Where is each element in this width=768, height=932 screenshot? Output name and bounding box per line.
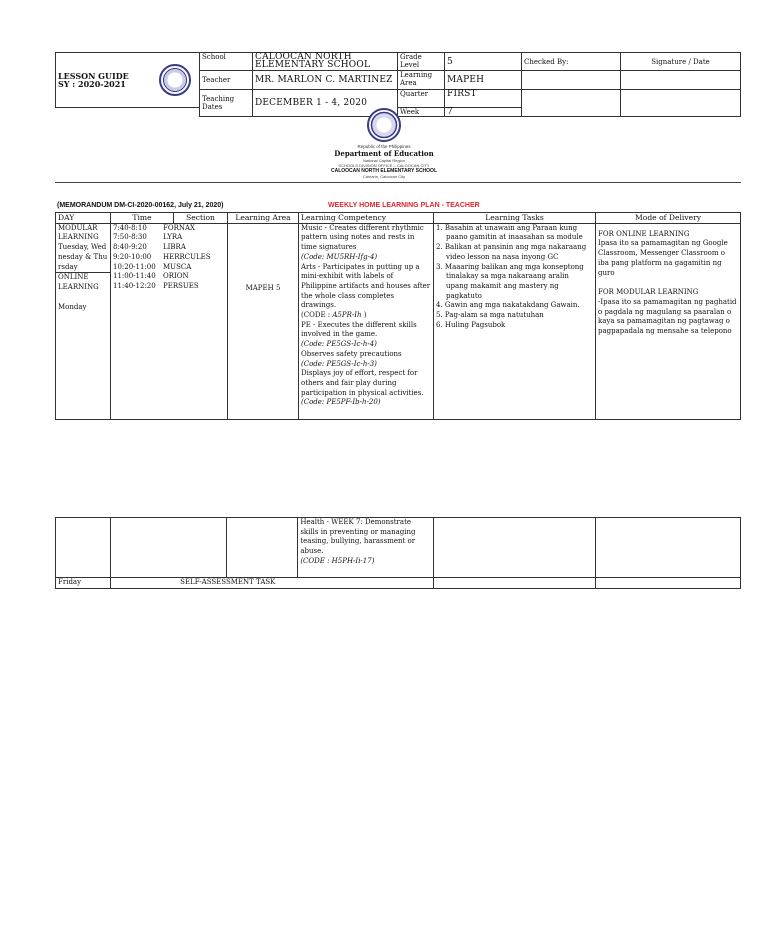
schedule-time: 11:40-12:20 bbox=[113, 281, 156, 290]
tasks-cell-blank bbox=[433, 518, 595, 578]
day-cell-blank bbox=[56, 518, 111, 578]
pe-safety: Observes safety precautions bbox=[301, 349, 402, 358]
schedule-time: 10:20-11:00 bbox=[113, 262, 156, 271]
table-header-row bbox=[56, 213, 741, 224]
music-code: (Code: MU5RH-Ifg-4) bbox=[301, 252, 378, 261]
signature-blank-2 bbox=[621, 90, 741, 117]
task-item: 1. Basahin at unawain ang Paraan kung paano gamitin at inaasahan sa module bbox=[436, 223, 583, 242]
online-delivery-text: Ipasa ito sa pamamagitan ng Google Classroom, Messenger Classroom o iba pang platform na gagamitin ng guro bbox=[598, 239, 728, 277]
header-day: DAY bbox=[56, 213, 111, 224]
schedule-time: 7:40-8:10 bbox=[113, 223, 147, 232]
friday-label: Friday bbox=[56, 578, 111, 589]
header-section: Section bbox=[174, 213, 228, 224]
schedule-section: LIBRA bbox=[163, 243, 186, 252]
schedule-row bbox=[113, 224, 225, 234]
spacer bbox=[58, 293, 108, 303]
checked-by-blank bbox=[522, 71, 621, 90]
table-row bbox=[56, 578, 741, 589]
arts-code-suffix: ) bbox=[361, 311, 367, 320]
friday-blank bbox=[433, 578, 595, 589]
teacher-label: Teacher bbox=[200, 71, 253, 90]
task-item: 4. Gawin ang mga nakatakdang Gawain. bbox=[436, 301, 580, 310]
header-area: Learning Area bbox=[228, 213, 299, 224]
memorandum-ref: (MEMORANDUM DM-CI-2020-00162, July 21, 2020) bbox=[57, 202, 224, 209]
modular-delivery-text: -Ipasa ito sa pamamagitan ng paghatid o pagdala ng magulang sa paaralan o kaya sa pamamagitan ng pagtawag o pagpapadala ng mensahe sa telepono bbox=[598, 297, 737, 336]
spacer bbox=[598, 278, 738, 288]
online-days: Monday bbox=[58, 302, 87, 311]
health-competency: Health - WEEK 7: Demonstrate skills in preventing or managing teasing, bullying, harassment or abuse. bbox=[300, 518, 416, 556]
schedule-row bbox=[113, 233, 225, 243]
arts-code-prefix: (CODE : bbox=[301, 311, 333, 320]
task-item: 6. Huling Pagsubok bbox=[436, 320, 506, 329]
delivery-cell bbox=[596, 223, 741, 419]
schedule-cell bbox=[111, 223, 228, 419]
republic-line: Republic of the Philippines bbox=[357, 144, 411, 149]
deped-seal-cell bbox=[150, 53, 200, 108]
dates-value: DECEMBER 1 - 4, 2020 bbox=[253, 90, 398, 117]
schedule-section: FORNAX bbox=[163, 223, 196, 232]
music-competency: Music - Creates different rhythmic pattern using notes and rests in time signatures bbox=[301, 223, 424, 252]
region-line: National Capital Region bbox=[362, 158, 406, 163]
schedule-time: 9:20-10:00 bbox=[113, 252, 152, 261]
grade-label: Grade Level bbox=[398, 53, 445, 71]
signature-blank bbox=[621, 71, 741, 90]
task-item: 5. Pag-alam sa mga natutuhan bbox=[436, 311, 544, 320]
schedule-section: MUSCA bbox=[163, 262, 192, 271]
address-line: Camarin, Caloocan City bbox=[362, 174, 406, 179]
schedule-row bbox=[113, 282, 225, 292]
modular-days: Tuesday, Wednesday & Thursday bbox=[58, 243, 108, 271]
pe-joy: Displays joy of effort, respect for others and fair play during participation in physical activities. bbox=[301, 369, 424, 397]
week-label: Week bbox=[398, 108, 445, 117]
area-value: MAPEH bbox=[445, 71, 522, 90]
school-year: SY : 2020-2021 bbox=[58, 79, 126, 89]
modular-label: MODULAR LEARNING bbox=[58, 223, 99, 242]
department-line: Department of Education bbox=[334, 149, 434, 158]
header-delivery: Mode of Delivery bbox=[596, 213, 741, 224]
schedule-row bbox=[113, 253, 225, 263]
arts-code bbox=[301, 311, 431, 321]
lesson-guide-cell bbox=[56, 53, 151, 108]
schedule-list bbox=[113, 224, 225, 292]
arts-competency: Arts - Participates in putting up a mini-exhibit with labels of Philippine artifacts and houses after the whole class completes drawings. bbox=[301, 262, 431, 310]
schedule-row bbox=[113, 263, 225, 273]
pe-code-2: (Code: PE5GS-Ic-h-3) bbox=[301, 359, 377, 368]
school-label: School bbox=[200, 53, 253, 71]
division-line: SCHOOLS DIVISION OFFICE – CALOOCAN CITY bbox=[338, 163, 430, 168]
header-time: Time bbox=[111, 213, 174, 224]
checked-by-label: Checked By: bbox=[522, 53, 621, 71]
schedule-row bbox=[113, 243, 225, 253]
health-competency-cell bbox=[298, 518, 433, 578]
arts-code-value: A5PR-Ih bbox=[332, 311, 362, 320]
signature-date-label: Signature / Date bbox=[621, 53, 741, 71]
pe-competency: PE - Executes the different skills involved in the game. bbox=[301, 320, 417, 339]
schedule-time: 11:00-11:40 bbox=[113, 272, 156, 281]
spacer bbox=[56, 108, 200, 117]
modular-delivery-title: FOR MODULAR LEARNING bbox=[598, 288, 699, 297]
letterhead bbox=[200, 108, 568, 179]
plan-title: WEEKLY HOME LEARNING PLAN - TEACHER bbox=[328, 202, 480, 209]
friday-blank bbox=[595, 578, 740, 589]
quarter-label: Quarter bbox=[398, 90, 445, 108]
grade-value: 5 bbox=[445, 53, 522, 71]
table-row bbox=[56, 518, 741, 578]
schedule-time: 7:50-8:30 bbox=[113, 233, 147, 242]
tasks-cell bbox=[434, 223, 596, 419]
area-cell: MAPEH 5 bbox=[228, 223, 299, 419]
schedule-time: 8:40-9:20 bbox=[113, 243, 147, 252]
competency-cell bbox=[299, 223, 434, 419]
area-cell-blank bbox=[227, 518, 298, 578]
schedule-section: ORION bbox=[163, 272, 189, 281]
delivery-cell-blank bbox=[595, 518, 740, 578]
learning-plan-table bbox=[55, 212, 741, 420]
online-delivery-title: FOR ONLINE LEARNING bbox=[598, 229, 690, 238]
schedule-section: PERSUES bbox=[163, 281, 199, 290]
schedule-row bbox=[113, 272, 225, 282]
week-value: 7 bbox=[445, 108, 522, 117]
schedule-section: LYRA bbox=[163, 233, 183, 242]
friday-task: SELF-ASSESSMENT TASK bbox=[111, 578, 433, 589]
pe-code-1: (Code: PE5GS-Ic-h-4) bbox=[301, 340, 377, 349]
pe-code-3: (Code: PE5PF-Ib-h-20) bbox=[301, 398, 381, 407]
school-line: CALOOCAN NORTH ELEMENTARY SCHOOL bbox=[330, 168, 438, 174]
lesson-guide-label: LESSON GUIDE bbox=[58, 71, 129, 81]
online-label: ONLINE LEARNING bbox=[56, 272, 110, 292]
teacher-value: MR. MARLON C. MARTINEZ bbox=[253, 71, 398, 90]
health-code: (CODE : H5PH-Ii-17) bbox=[300, 556, 375, 565]
schedule-cell-blank bbox=[111, 518, 227, 578]
task-item: 3. Maaaring balikan ang mga konseptong tinalakay sa mga nakaraang aralin upang makamit ang mastery ng pagkatuto bbox=[436, 262, 584, 300]
day-cell bbox=[56, 223, 111, 419]
dates-label: Teaching Dates bbox=[200, 90, 253, 117]
continuation-table bbox=[55, 517, 741, 589]
table-row bbox=[56, 223, 741, 419]
schedule-section: HERRCULES bbox=[163, 252, 211, 261]
area-label: Learning Area bbox=[398, 71, 445, 90]
header-tasks: Learning Tasks bbox=[434, 213, 596, 224]
header-competency: Learning Competency bbox=[299, 213, 434, 224]
school-value: CALOOCAN NORTH ELEMENTARY SCHOOL bbox=[253, 53, 398, 71]
letterhead-divider bbox=[55, 182, 741, 183]
deped-logo-icon bbox=[367, 108, 401, 142]
quarter-value: FIRST bbox=[445, 90, 522, 108]
task-item: 2. Balikan at pansinin ang mga nakaraang video lesson na nasa inyong GC bbox=[436, 243, 587, 261]
deped-seal-icon bbox=[159, 64, 191, 96]
